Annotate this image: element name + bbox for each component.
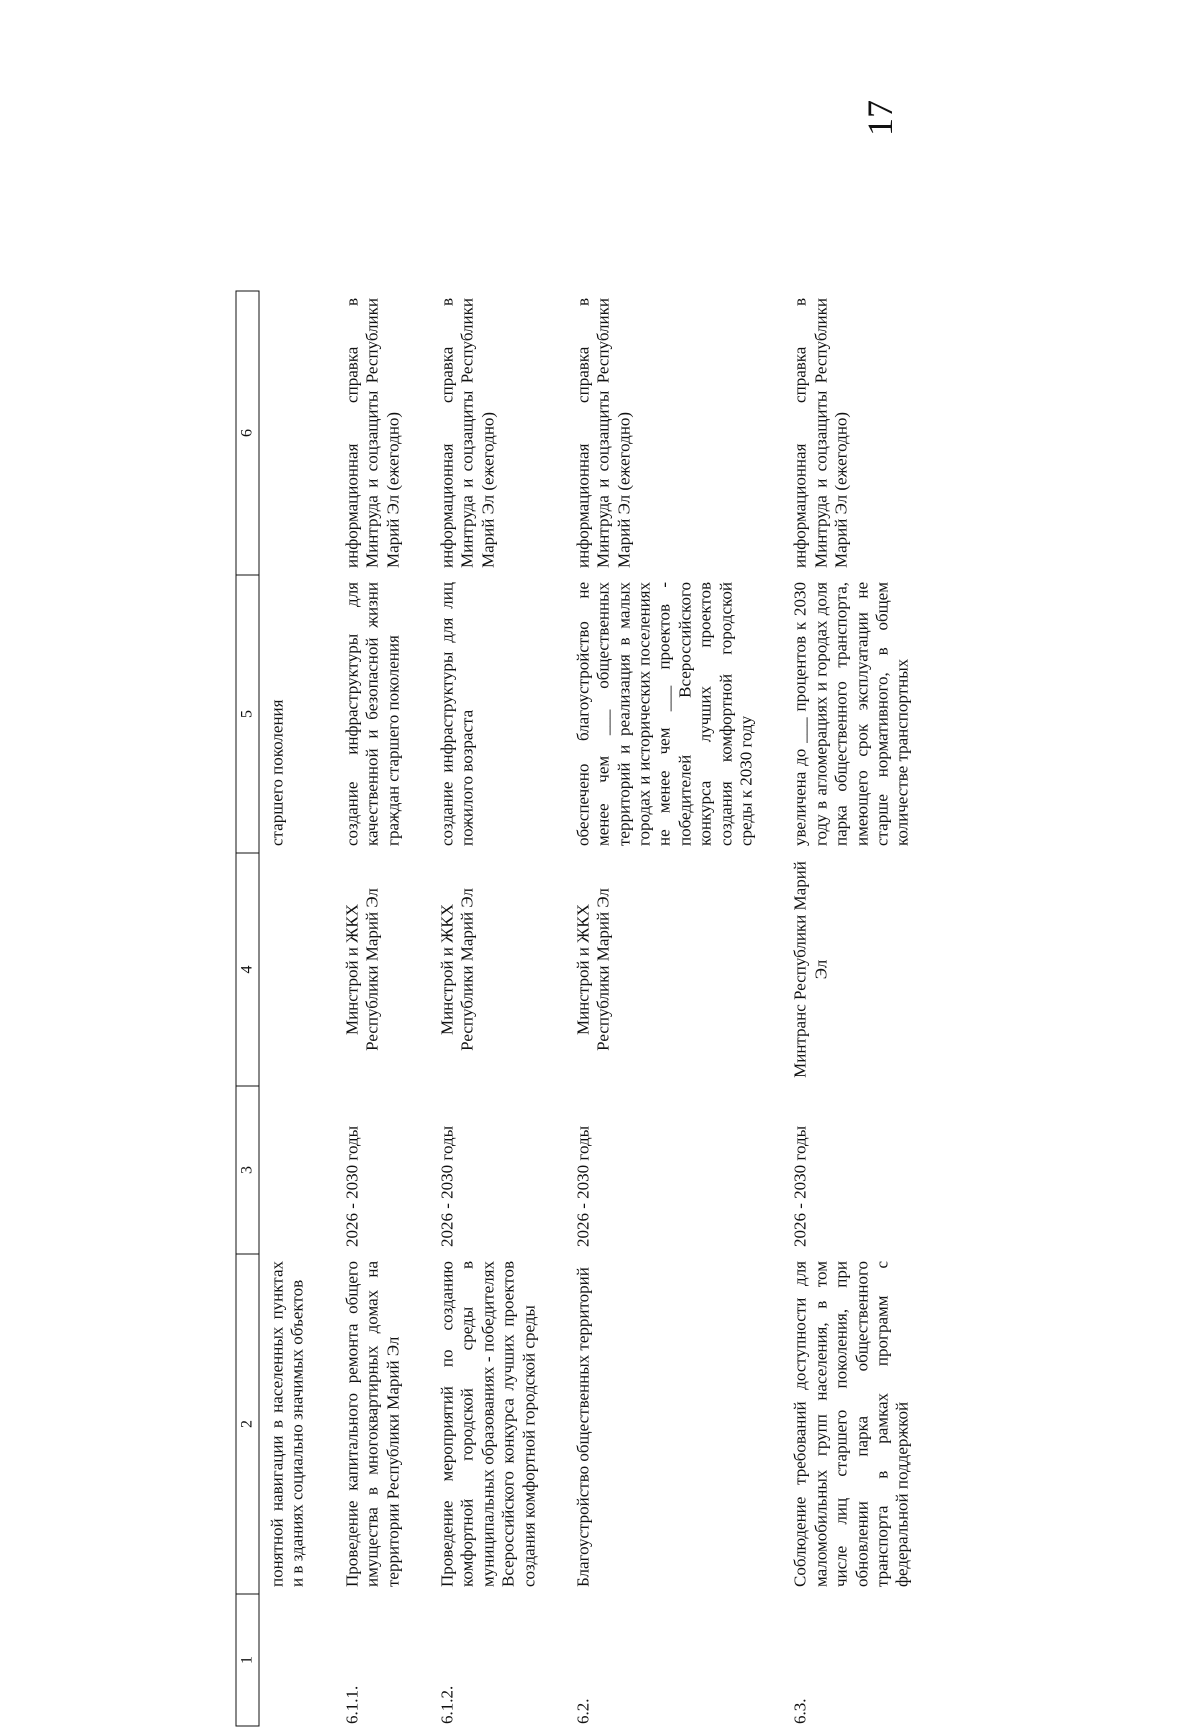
row-number: 6.1.2. [437, 1685, 457, 1724]
table-row [781, 291, 937, 1726]
executor-cell: Минтранс Республики Марий Эл [790, 861, 831, 1078]
control-cell [259, 291, 332, 575]
measure-description: Проведение капитального ремонта общего имущества в многоквартирных домах на территории Республики Марий Эл [342, 1261, 403, 1587]
column-header-1: 1 [236, 1594, 259, 1726]
column-number-row [236, 291, 259, 1726]
page-number: 17 [860, 100, 900, 136]
period-cell: 2026 - 2030 годы [342, 1125, 362, 1247]
column-header-4: 4 [236, 853, 259, 1086]
result-cell: создание инфраструктуры для качественной и безопасной жизни граждан старшего поколения [342, 582, 403, 846]
measure-description: понятной навигации в населенных пунктах и в зданиях социально значимых объектов [267, 1261, 307, 1587]
table-row [427, 291, 563, 1726]
row-number: 6.3. [790, 1698, 810, 1724]
continuation-row [259, 291, 332, 1726]
result-cell: обеспечено благоустройство не менее чем ___ общественных территорий и реализация в малых городах и исторических поселениях не менее чем ___ проектов - победителей Всероссийского конкурса лучших проектов создания комфортной городской среды к 2030 году [573, 582, 756, 846]
executor-cell [259, 853, 332, 1086]
measure-description: Проведение мероприятий по созданию комфортной городской среды в муниципальных образованиях - победителях Всероссийского конкурса лучших проектов создания комфортной городской среды [437, 1261, 539, 1587]
table-row [332, 291, 427, 1726]
period-cell [259, 1086, 332, 1254]
result-cell: создание инфраструктуры для лиц пожилого возраста [437, 582, 477, 846]
measure-description: Благоустройство общественных территорий [573, 1267, 593, 1587]
period-cell: 2026 - 2030 годы [437, 1125, 457, 1247]
row-number: 6.2. [573, 1698, 593, 1724]
executor-cell: Минстрой и ЖКХ Республики Марий Эл [573, 888, 613, 1051]
control-cell: информационная справка в Минтруда и соцзащиты Республики Марий Эл (ежегодно) [573, 298, 634, 568]
row-number [259, 1594, 332, 1726]
column-header-3: 3 [236, 1086, 259, 1254]
control-cell: информационная справка в Минтруда и соцзащиты Республики Марий Эл (ежегодно) [790, 298, 851, 568]
table-row [563, 291, 781, 1726]
control-cell: информационная справка в Минтруда и соцзащиты Республики Марий Эл (ежегодно) [342, 298, 403, 568]
result-cell: увеличена до ___ процентов к 2030 году в агломерациях и городах доля парка общественного транспорта, имеющего срок эксплуатации не старше нормативного, в общем количестве транспортных [790, 582, 912, 846]
control-cell: информационная справка в Минтруда и соцзащиты Республики Марий Эл (ежегодно) [437, 298, 498, 568]
column-header-5: 5 [236, 575, 259, 853]
column-header-2: 2 [236, 1254, 259, 1594]
measures-table [236, 291, 938, 1727]
rotated-table-sheet [236, 292, 966, 1727]
result-cell: старшего поколения [267, 699, 287, 846]
period-cell: 2026 - 2030 годы [573, 1125, 593, 1247]
row-number: 6.1.1. [342, 1685, 362, 1724]
measure-description: Соблюдение требований доступности для маломобильных групп населения, в том числе лиц старшего поколения, при обновлении парка общественного транспорта в рамках программ с федеральной поддержкой [790, 1261, 912, 1587]
executor-cell: Минстрой и ЖКХ Республики Марий Эл [437, 888, 477, 1051]
period-cell: 2026 - 2030 годы [790, 1125, 810, 1247]
executor-cell: Минстрой и ЖКХ Республики Марий Эл [342, 888, 382, 1051]
column-header-6: 6 [236, 291, 259, 575]
